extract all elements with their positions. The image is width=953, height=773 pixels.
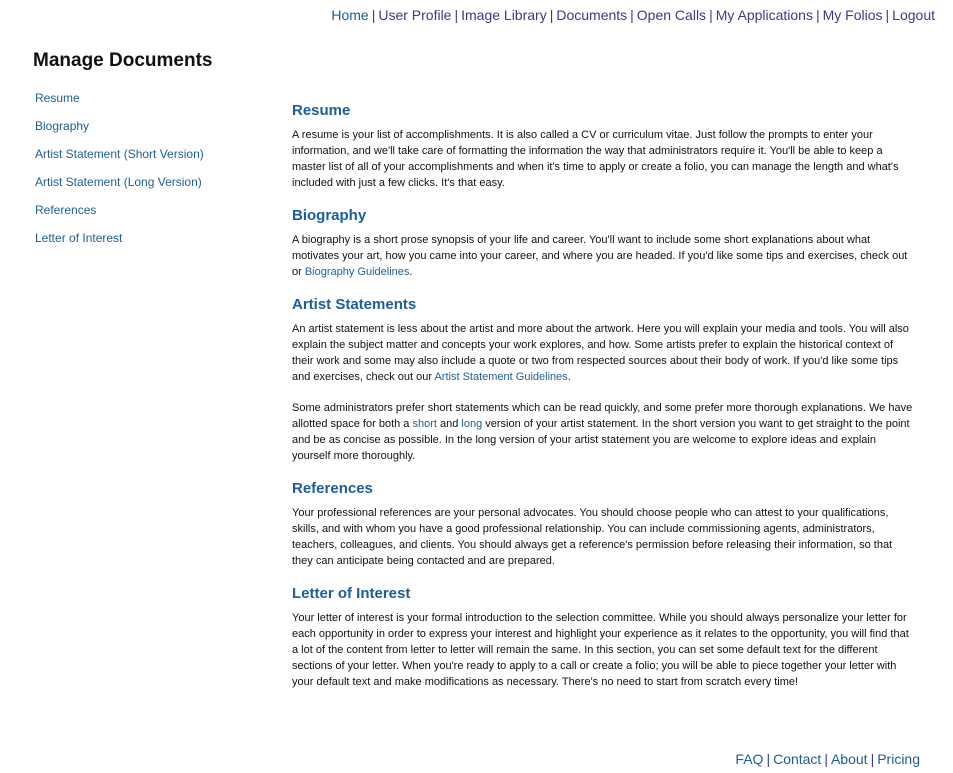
nav-my-applications-link[interactable]: My Applications xyxy=(715,7,813,23)
nav-separator: | xyxy=(885,7,890,23)
resume-heading: Resume xyxy=(292,102,351,119)
sidebar-item-references xyxy=(35,201,275,229)
page-title: Manage Documents xyxy=(33,50,213,71)
nav-user-profile-link[interactable]: User Profile xyxy=(378,7,452,23)
biography-guidelines-link[interactable]: Biography Guidelines xyxy=(304,266,410,278)
sidebar xyxy=(35,89,275,257)
sidebar-link-biography[interactable]: Biography xyxy=(35,119,90,133)
footer-contact-link[interactable]: Contact xyxy=(773,751,822,767)
sidebar-item-resume xyxy=(35,89,275,117)
versions-text: Some administrators prefer short statements which can be read quickly, and some prefer more thorough explanations. We have allotted space for both a xyxy=(292,402,913,430)
biography-description xyxy=(292,232,914,280)
letter-of-interest-section xyxy=(292,584,914,690)
nav-separator: | xyxy=(630,7,634,23)
versions-and-text: and xyxy=(436,418,462,430)
nav-separator: | xyxy=(549,7,554,23)
artist-statements-versions xyxy=(292,400,914,464)
artist-statements-text-end: . xyxy=(567,371,571,383)
references-heading: References xyxy=(292,480,373,497)
nav-my-folios-link[interactable]: My Folios xyxy=(822,7,883,23)
top-nav xyxy=(331,7,935,23)
footer-nav xyxy=(735,751,920,767)
nav-separator: | xyxy=(454,7,459,23)
nav-image-library-link[interactable]: Image Library xyxy=(461,7,547,23)
footer-separator: | xyxy=(870,751,875,767)
biography-text: A biography is a short prose synopsis of your life and career. You'll want to include some short explanations about what motivates your art, how you came into your career, and where you are headed. If you'd like some tips and exercises, check out or xyxy=(292,234,908,278)
nav-open-calls-link[interactable]: Open Calls xyxy=(636,7,707,23)
artist-statements-description xyxy=(292,321,914,385)
sidebar-item-biography xyxy=(35,117,275,145)
nav-separator: | xyxy=(815,7,820,23)
biography-heading: Biography xyxy=(292,207,367,224)
sidebar-link-resume[interactable]: Resume xyxy=(35,91,80,105)
artist-statements-section xyxy=(292,295,914,464)
artist-statements-text: An artist statement is less about the artist and more about the artwork. Here you will explain your media and tools. You will also explain the subject matter and concepts your work explores, and how. Some artists prefer to explain the historical context of their work and some may also include a quote or two from respected sources about their body of work. If you'd like some tips and exercises, check out our xyxy=(292,323,909,383)
footer-pricing-link[interactable]: Pricing xyxy=(877,751,920,767)
long-statement-link[interactable]: long xyxy=(461,418,483,430)
sidebar-link-artist-statement-long[interactable]: Artist Statement (Long Version) xyxy=(35,175,202,189)
sidebar-item-artist-statement-short xyxy=(35,145,275,173)
references-section xyxy=(292,479,914,569)
sidebar-item-artist-statement-long xyxy=(35,173,275,201)
footer-about-link[interactable]: About xyxy=(830,751,868,767)
main-content xyxy=(292,101,914,705)
nav-home-link[interactable]: Home xyxy=(331,7,369,23)
versions-text-end: version of your artist statement. In the short version you want to get straight to the point and be as concise as possible. In the long version of your artist statement you are welcome to explore ideas and explain yourself more thoroughly. xyxy=(292,418,910,462)
sidebar-link-letter-of-interest[interactable]: Letter of Interest xyxy=(35,231,123,245)
footer-separator: | xyxy=(766,751,771,767)
artist-statements-heading: Artist Statements xyxy=(292,296,417,313)
biography-section xyxy=(292,206,914,280)
sidebar-item-letter-of-interest xyxy=(35,229,275,257)
letter-of-interest-heading: Letter of Interest xyxy=(292,585,411,602)
biography-text-end: . xyxy=(409,266,413,278)
nav-separator: | xyxy=(709,7,713,23)
footer-separator: | xyxy=(824,751,828,767)
references-description: Your professional references are your personal advocates. You should choose people who can attest to your qualifications, skills, and with whom you have a good professional relationship. You can include commissioning agents, administrators, teachers, colleagues, and clients. You should always get a reference's permission before releasing their information, so that they can anticipate being contacted and are prepared. xyxy=(292,507,893,567)
nav-logout-link[interactable]: Logout xyxy=(892,7,935,23)
short-statement-link[interactable]: short xyxy=(412,418,437,430)
letter-of-interest-description: Your letter of interest is your formal introduction to the selection committee. While you should always personalize your letter for each opportunity in order to express your interest and highlight your experience as it relates to the opportunity, you will find that a lot of the content from letter to letter will remain the same. In this section, you can set some default text for the different sections of your letter. When you're ready to apply to a call or create a folio; you will be able to piece together your letter with your default text and make modifications as necessary. There's no need to start from scratch every time! xyxy=(292,612,909,688)
resume-section xyxy=(292,101,914,191)
nav-separator: | xyxy=(371,7,376,23)
resume-description: A resume is your list of accomplishments. It is also called a CV or curriculum vitae. Just follow the prompts to enter your information, and we'll take care of formatting the information the way that administrators require it. You'll be able to keep a master list of all of your accomplishments and when it's time to apply or create a folio, you can manage the length and what's included with just a few clicks. It's that easy. xyxy=(292,129,899,189)
footer-faq-link[interactable]: FAQ xyxy=(735,751,764,767)
nav-documents-link[interactable]: Documents xyxy=(556,7,628,23)
sidebar-link-artist-statement-short[interactable]: Artist Statement (Short Version) xyxy=(35,147,204,161)
artist-statement-guidelines-link[interactable]: Artist Statement Guidelines xyxy=(434,371,568,383)
sidebar-link-references[interactable]: References xyxy=(35,203,97,217)
